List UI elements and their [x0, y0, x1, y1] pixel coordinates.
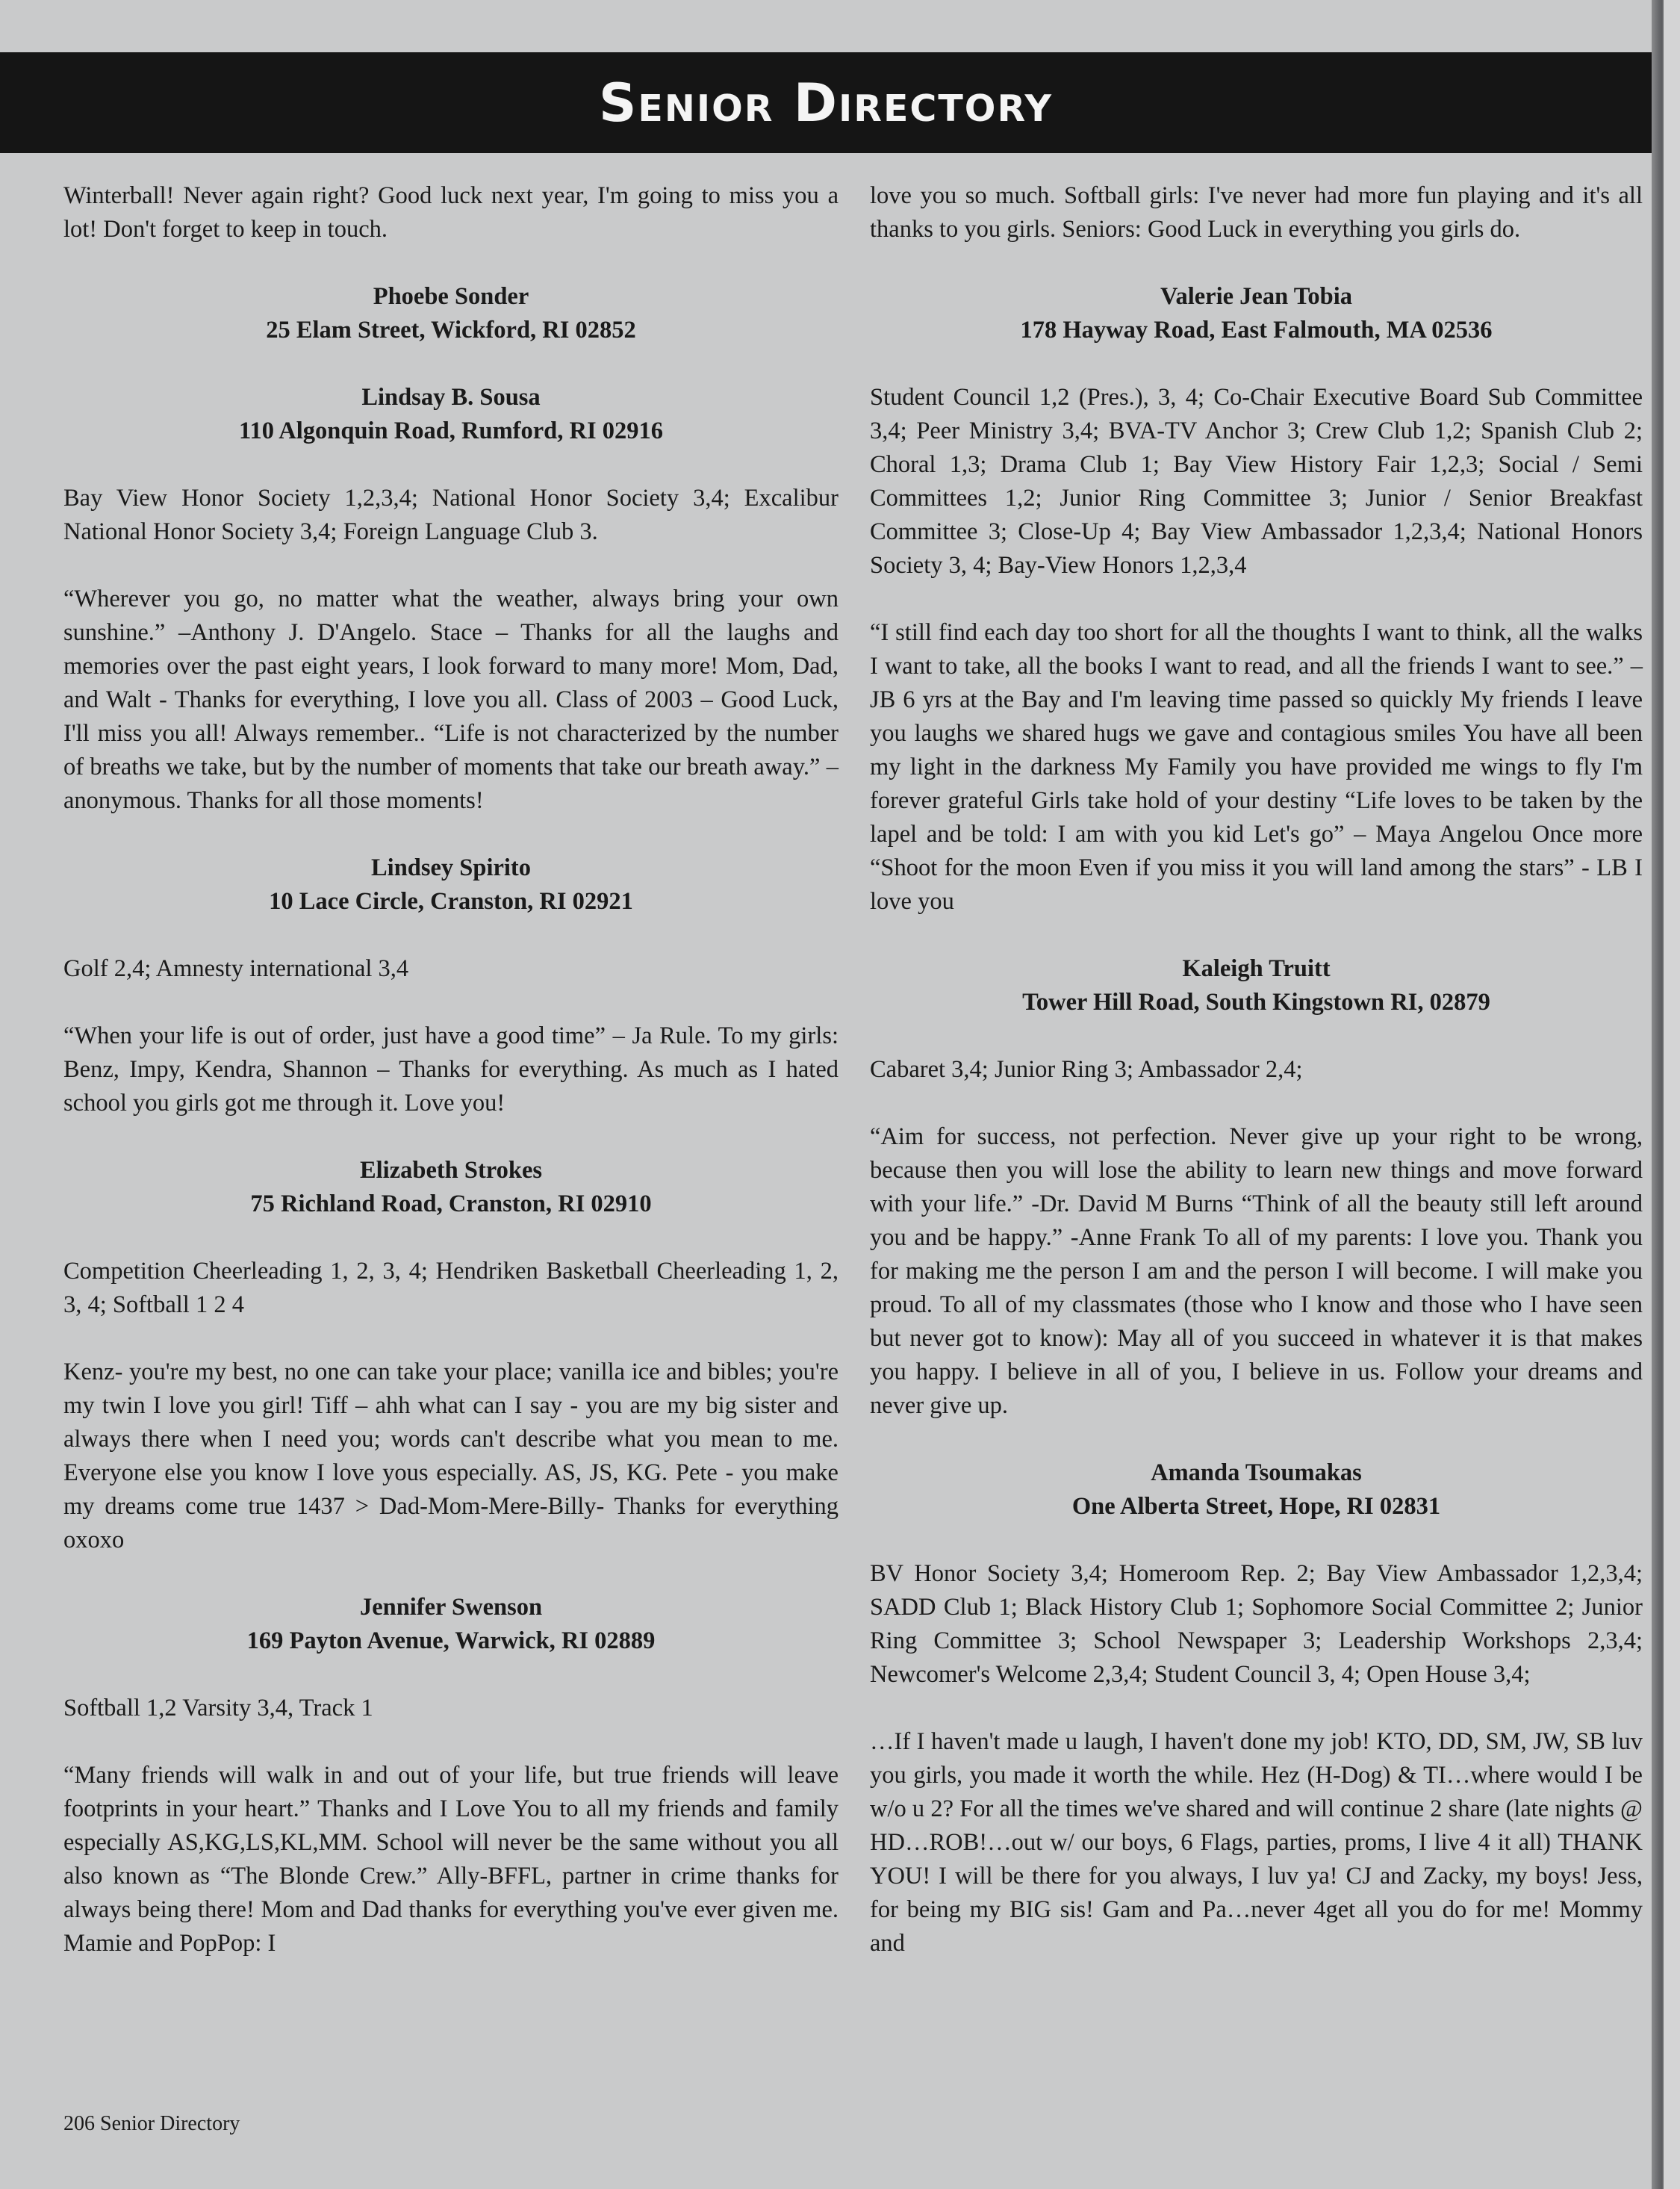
page-footer: 206 Senior Directory	[63, 2112, 240, 2135]
student-address: 25 Elam Street, Wickford, RI 02852	[266, 317, 636, 344]
student-name: Lindsey Spirito	[370, 854, 531, 881]
header-bar	[0, 52, 1652, 153]
student-address: 75 Richland Road, Cranston, RI 02910	[250, 1190, 652, 1217]
student-entry-heading	[63, 851, 839, 919]
student-address: One Alberta Street, Hope, RI 02831	[1071, 1493, 1441, 1520]
student-address: 10 Lace Circle, Cranston, RI 02921	[269, 888, 633, 915]
student-address: 110 Algonquin Road, Rumford, RI 02916	[239, 417, 663, 444]
entry-paragraph: Golf 2,4; Amnesty international 3,4	[63, 955, 409, 982]
entry-paragraph: Softball 1,2 Varsity 3,4, Track 1	[63, 1695, 373, 1721]
entry-paragraph: “Wherever you go, no matter what the weather, always bring your own sunshine.” –Anthony J. D'Angelo. Stace – Thanks for all the laughs and memories over the past eight years, I look forward to many more! Mom, Dad, and Walt - Thanks for everything, I love you all. Class of 2003 – Good Luck, I'll miss you all! Always remember.. “Life is not characterized by the number of breaths we take, but by the number of moments that take our breath away.” –anonymous. Thanks for all those moments!	[63, 586, 839, 814]
student-name: Elizabeth Strokes	[359, 1157, 543, 1184]
entry-paragraph: “When your life is out of order, just have a good time” – Ja Rule. To my girls: Benz, Impy, Kendra, Shannon – Thanks for everything. As much as I hated school you girls got me through it. Love you!	[63, 1022, 839, 1117]
student-entry-heading	[63, 1591, 839, 1658]
student-name: Jennifer Swenson	[359, 1594, 543, 1621]
student-address: Tower Hill Road, South Kingstown RI, 02879	[1022, 989, 1490, 1016]
entry-paragraph: Kenz- you're my best, no one can take your place; vanilla ice and bibles; you're my twin I love you girl! Tiff – ahh what can I say - you are my big sister and always there when I need you; words can't describe what you mean to me. Everyone else you know I love yous especially. AS, JS, KG. Pete - you make my dreams come true 1437 > Dad-Mom-Mere-Billy- Thanks for everything oxoxo	[63, 1359, 839, 1553]
student-name: Kaleigh Truitt	[1182, 955, 1331, 982]
student-entry-heading	[63, 1154, 839, 1221]
student-name: Amanda Tsoumakas	[1151, 1459, 1362, 1486]
left-column	[63, 179, 839, 1994]
entry-paragraph: Competition Cheerleading 1, 2, 3, 4; Hendriken Basketball Cheerleading 1, 2, 3, 4; Softball 1 2 4	[63, 1258, 839, 1318]
entry-paragraph: love you so much. Softball girls: I've never had more fun playing and it's all thanks to you girls. Seniors: Good Luck in everything you girls do.	[870, 182, 1643, 243]
entry-paragraph: …If I haven't made u laugh, I haven't done my job! KTO, DD, SM, JW, SB luv you girls, you made it worth the while. Hez (H-Dog) & TI…where would I be w/o u 2? For all the times we've shared and will continue 2 share (late nights @ HD…ROB!…out w/ our boys, 6 Flags, parties, proms, I live 4 it all) THANK YOU! I will be there for you always, I luv ya! CJ and Zacky, my boys! Jess, for being my BIG sis! Gam and Pa…never 4get all you do for me! Mommy and	[870, 1728, 1643, 1957]
next-page-edge	[1664, 0, 1680, 2189]
student-entry-heading	[870, 1456, 1643, 1524]
student-address: 169 Payton Avenue, Warwick, RI 02889	[246, 1627, 656, 1654]
right-column	[870, 179, 1643, 1994]
student-entry-heading	[63, 381, 839, 448]
student-name: Phoebe Sonder	[373, 283, 529, 310]
entry-paragraph: BV Honor Society 3,4; Homeroom Rep. 2; Bay View Ambassador 1,2,3,4; SADD Club 1; Black History Club 1; Sophomore Social Committee 2; Junior Ring Committee 3; School Newspaper 3; Leadership Workshops 2,3,4; Newcomer's Welcome 2,3,4; Student Council 3, 4; Open House 3,4;	[870, 1560, 1643, 1688]
student-name: Valerie Jean Tobia	[1160, 283, 1353, 310]
student-entry-heading	[870, 280, 1643, 347]
entry-paragraph: Student Council 1,2 (Pres.), 3, 4; Co-Chair Executive Board Sub Committee 3,4; Peer Ministry 3,4; BVA-TV Anchor 3; Crew Club 1,2; Spanish Club 2; Choral 1,3; Drama Club 1; Bay View History Fair 1,2,3; Social / Semi Committees 1,2; Junior Ring Committee 3; Junior / Senior Breakfast Committee 3; Close-Up 4; Bay View Ambassador 1,2,3,4; National Honors Society 3, 4; Bay-View Honors 1,2,3,4	[870, 384, 1643, 579]
student-entry-heading	[870, 952, 1643, 1019]
student-entry-heading	[63, 280, 839, 347]
entry-paragraph: “Aim for success, not perfection. Never give up your right to be wrong, because then you will lose the ability to learn new things and move forward with your life.” -Dr. David M Burns “Think of all the beauty still left around you and be happy.” -Anne Frank To all of my parents: I love you. Thank you for making me the person I am and the person I will become. I will make you proud. To all of my classmates (those who I know and those who I have seen but never got to know): May all of you succeed in whatever it is that makes you happy. I believe in all of you, I believe in us. Follow your dreams and never give up.	[870, 1123, 1643, 1419]
entry-paragraph: Cabaret 3,4; Junior Ring 3; Ambassador 2,4;	[870, 1056, 1303, 1083]
student-address: 178 Hayway Road, East Falmouth, MA 02536	[1020, 317, 1493, 344]
entry-paragraph: “Many friends will walk in and out of your life, but true friends will leave footprints in your heart.” Thanks and I Love You to all my friends and family especially AS,KG,LS,KL,MM. School will never be the same without you all also known as “The Blonde Crew.” Ally-BFFL, partner in crime thanks for always being there! Mom and Dad thanks for everything you've ever given me. Mamie and PopPop: I	[63, 1762, 839, 1957]
page-title: Senior Directory	[599, 72, 1053, 134]
entry-paragraph: Bay View Honor Society 1,2,3,4; National Honor Society 3,4; Excalibur National Honor Society 3,4; Foreign Language Club 3.	[63, 485, 839, 545]
entry-paragraph: Winterball! Never again right? Good luck next year, I'm going to miss you a lot! Don't forget to keep in touch.	[63, 182, 839, 243]
student-name: Lindsay B. Sousa	[361, 384, 541, 411]
entry-paragraph: “I still find each day too short for all the thoughts I want to think, all the walks I want to take, all the books I want to read, and all the friends I want to see.” –JB 6 yrs at the Bay and I'm leaving time passed so quickly My friends I leave you laughs we shared hugs we gave and contagious smiles You have all been my light in the darkness My Family you have provided me wings to fly I'm forever grateful Girls take hold of your destiny “Life loves to be taken by the lapel and be told: I am with you kid Let's go” – Maya Angelou Once more “Shoot for the moon Even if you miss it you will land among the stars” - LB I love you	[870, 619, 1643, 915]
